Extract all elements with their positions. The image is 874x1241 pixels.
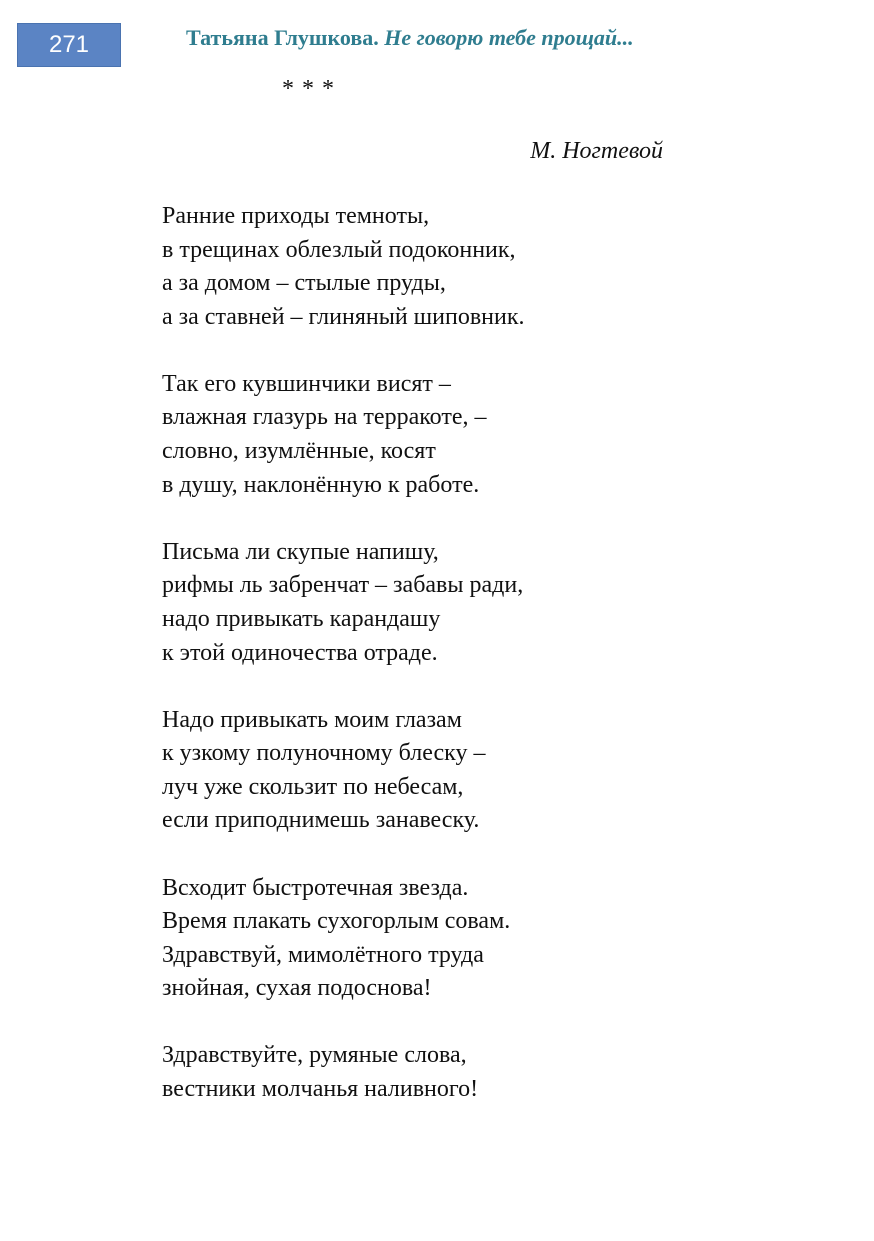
poem-line: рифмы ль забренчат – забавы ради, [162,572,524,599]
poem-line: к узкому полуночному блеску – [162,740,486,767]
stanza-3 [162,536,762,670]
dedication: М. Ногтевой [530,138,663,164]
stanza-1 [162,200,762,334]
poem-line: надо привыкать карандашу [162,605,441,632]
poem-line: а за ставней – глиняный шиповник. [162,303,525,330]
header-book-title: Не говорю тебе прощай... [384,25,634,50]
poem-line: луч уже скользит по небесам, [162,773,464,800]
poem-line: в трещинах облезлый подоконник, [162,236,516,263]
poem-body [162,200,762,1140]
poem-line: в душу, наклонённую к работе. [162,471,480,498]
poem-line: если приподнимешь занавеску. [162,807,480,834]
page-number: 271 [48,31,90,58]
poem-line: Так его кувшинчики висят – [162,370,451,397]
poem-line: словно, изумлённые, косят [162,438,436,465]
poem-line: Всходит быстротечная звезда. [162,874,469,901]
stanza-5 [162,872,762,1006]
header-author: Татьяна Глушкова. [186,25,379,50]
poem-line: вестники молчанья наливного! [162,1075,479,1102]
poem-line: а за домом – стылые пруды, [162,270,446,297]
poem-line: знойная, сухая подоснова! [162,975,432,1002]
poem-line: Письма ли скупые напишу, [162,538,439,565]
page-number-box [17,23,121,67]
poem-line: влажная глазурь на терракоте, – [162,404,487,431]
poem-line: Время плакать сухогорлым совам. [162,908,511,935]
stanza-6 [162,1039,762,1106]
stanza-2 [162,368,762,502]
poem-line: Надо привыкать моим глазам [162,706,462,733]
poem-line: Ранние приходы темноты, [162,203,430,229]
poem-line: Здравствуй, мимолётного труда [162,941,484,968]
stanza-4 [162,704,762,838]
section-asterisks: * * * [282,76,335,102]
poem-line: к этой одиночества отраде. [162,639,438,666]
running-header [186,26,634,50]
poem-line: Здравствуйте, румяные слова, [162,1042,467,1069]
